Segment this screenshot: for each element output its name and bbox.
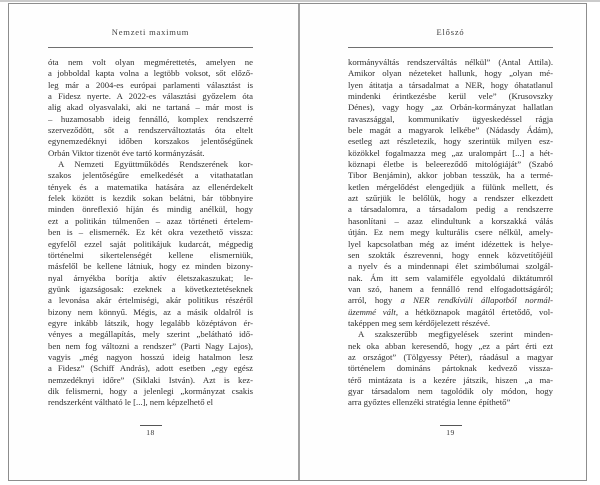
text-line: kormányváltás rendszerváltás nélkül” (Antal Attila).	[348, 57, 553, 67]
text-line: minden önreflexió híján és mindig anélkül, hogy	[48, 204, 253, 215]
text-line: óta nem volt olyan megmérettetés, amelyen ne	[48, 57, 253, 67]
text-line: A Nemzeti Együttműködés Rendszerének kor-	[58, 159, 253, 170]
text-line: másfelől be kellene látniuk, hogy ez minden bizony-	[48, 261, 253, 272]
text-line: – huzamosabb ideig fennálló, komplex rendszerré	[48, 113, 253, 124]
text-line: a nyelv és a mindennapi élet szimbólumai szolgál-	[348, 261, 553, 272]
text-line: köznapi életbe is beleereződő mitológiáját” (Szabó	[348, 159, 553, 170]
text-line: ketlen mérgelődést elengedjük a fülünk mellett, és	[348, 181, 553, 192]
left-page-footer	[48, 425, 253, 437]
text-line: rendszerként váltható le [...], nem képzelhető el	[48, 397, 213, 408]
text-line: Dénes), vagy hogy „az Orbán-kormányzat hallatlan	[348, 102, 553, 113]
text-line: van szó, hanem a fennálló rend elfogadottságáról;	[348, 283, 553, 294]
text-line: taképpen meg sem kérdőjelezett részévé.	[348, 317, 491, 328]
right-text-block	[348, 57, 553, 409]
text-line: egynemzedéknyi időben korszakos jelentőségűnek	[48, 136, 253, 147]
text-line: sen szokták észrevenni, hogy ennek közvetítőjéül	[348, 249, 553, 260]
text-line: arra győztes ellenzéki stratégia lenne építhető”	[348, 397, 511, 408]
left-header-title: Nemzeti maximum	[111, 27, 190, 37]
text-line: mindenki érintkezésbe kerül vele” (Krusovszky	[348, 91, 553, 102]
left-running-header	[48, 27, 253, 48]
screenshot-top-edge	[0, 0, 600, 2]
text-line: dik felismerni, hogy a jelenlegi „kormányzat csakis	[48, 385, 253, 396]
text-line: térő mintázata is a kezére játszik, hiszen „a ma-	[348, 374, 553, 385]
text-line: leg már a 2004-es európai parlamenti választást is	[48, 79, 253, 90]
book-spread	[8, 3, 587, 481]
paragraph	[48, 159, 253, 409]
text-line: vényes a megállapítás, mely szerint „belátható idő-	[48, 329, 253, 340]
left-page	[48, 4, 253, 480]
text-line: gyar társadalom nem tagolódik oly módon, hogy	[348, 385, 553, 396]
text-line: hasonlítani – azaz elindultunk a korszakká válás	[348, 215, 553, 226]
text-line: a társadalomra, a társadalom pedig a rendszerre	[348, 204, 553, 215]
right-page	[348, 4, 553, 480]
text-line: az országot” (Tölgyessy Péter), ráadásul a magyar	[348, 351, 553, 362]
text-line: bele magát a magyarok lelkébe” (Nádasdy Ádám),	[348, 125, 553, 136]
paragraph	[348, 329, 553, 408]
text-line: a Fidesz” (Schiff András), adott esetben „egy egész	[48, 363, 253, 374]
left-header-rule	[48, 47, 253, 48]
text-line: lyel kapcsolatban még az imént idézettek is helye-	[348, 238, 553, 249]
text-line: lyen átitatja a társadalmat a NER, hogy óhatatlanul	[348, 79, 553, 90]
left-folio-rule	[140, 425, 162, 426]
text-line: nyal árnyékba borítja aktív életszakaszukat; le-	[48, 272, 253, 283]
text-line: felek között is kezdik sokan belátni, bár többnyire	[48, 193, 253, 204]
text-line: Tibor Benjámin), akkor jobban tesszük, ha a termé-	[348, 170, 553, 181]
paragraph	[348, 57, 553, 329]
text-line: ravaszsággal, kommunikatív ügyeskedéssel rágja	[348, 113, 553, 124]
text-line: útján. Ez nem megy kulturális csere nélkül, amely-	[348, 227, 553, 238]
paragraph	[48, 57, 253, 159]
text-line: történelmi sikertelenségét kellene elismerniük,	[48, 249, 253, 260]
text-line: ben nem fog változni a rendszer” (Parti Nagy Lajos),	[48, 340, 253, 351]
text-line: a levonása akár értelmiségi, akár politikus részéről	[48, 295, 253, 306]
text-line: Amikor olyan nézeteket hallunk, hogy „olyan mé-	[348, 68, 553, 79]
text-line: Orbán Viktor tizenöt éve tartó kormányzását.	[48, 147, 205, 158]
right-page-footer	[348, 425, 553, 437]
right-header-rule	[348, 47, 553, 48]
text-line: A szakszerűbb megfigyelések szerint minden-	[358, 329, 553, 340]
text-line: egyfelől ezzel saját politikájuk kudarcát, mégpedig	[48, 238, 253, 249]
text-line: azt szűrjük le belőlük, hogy a rendszer elkezdett	[348, 193, 553, 204]
right-page-number: 19	[446, 428, 455, 437]
text-line: közökkel fogalmazza meg „az uralompárt [...] a hét-	[348, 147, 553, 158]
text-line: egyre inkább látszik, hogy legalább középtávon ér-	[48, 317, 253, 328]
right-folio-rule	[440, 425, 462, 426]
text-line: a Fidesz nyerte. A 2022-es választási győzelem óta	[48, 91, 253, 102]
text-line: bizony nem könnyű. Mégis, az a másik oldalról is	[48, 306, 253, 317]
right-running-header	[348, 27, 553, 48]
text-line: tények és a matematika hatására az ellenérdekelt	[48, 181, 253, 192]
text-line: nemzedéknyi időre” (Siklaki István). Azt is kez-	[48, 374, 253, 385]
text-line: alig akad olyasvalaki, aki ne tartaná – már most is	[48, 102, 253, 113]
text-line: arról, hogy a NER rendkívüli állapotból normál-	[348, 295, 553, 306]
text-line: gyünk igazságosak: ezeknek a következtetéseknek	[48, 283, 253, 294]
text-line: esetleg azt részletezik, hogy szerintük milyen esz-	[348, 136, 553, 147]
text-line: történelem domináns pártoknak kedvező vissza-	[348, 363, 553, 374]
text-line: üzemmé vált, a hétköznapok magától értetődő, vol-	[348, 306, 553, 317]
text-line: nek oka abban keresendő, hogy „ez a párt érti ezt	[348, 340, 553, 351]
text-line: szakos jelentőségűre emelkedését a vitathatatlan	[48, 170, 253, 181]
left-text-block	[48, 57, 253, 409]
text-line: vagyis „még nagyon hosszú ideig hatalmon lesz	[48, 351, 253, 362]
left-page-number: 18	[146, 428, 155, 437]
text-line: ezt a politikán túlmenően – azaz történeti értelem-	[48, 215, 253, 226]
page-spine-divider	[298, 4, 300, 480]
text-line: a jobboldal kapta volna a legtöbb voksot, sőt előző-	[48, 68, 253, 79]
text-line: ben is – elismernék. Ez két okra vezethető vissza:	[48, 227, 253, 238]
right-header-title: Előszó	[436, 27, 465, 37]
text-line: nak. Ám itt sem valamiféle egyoldalú diktátumról	[348, 272, 553, 283]
text-line: szerveződött, sőt a rendszerváltoztatás óta eltelt	[48, 125, 253, 136]
